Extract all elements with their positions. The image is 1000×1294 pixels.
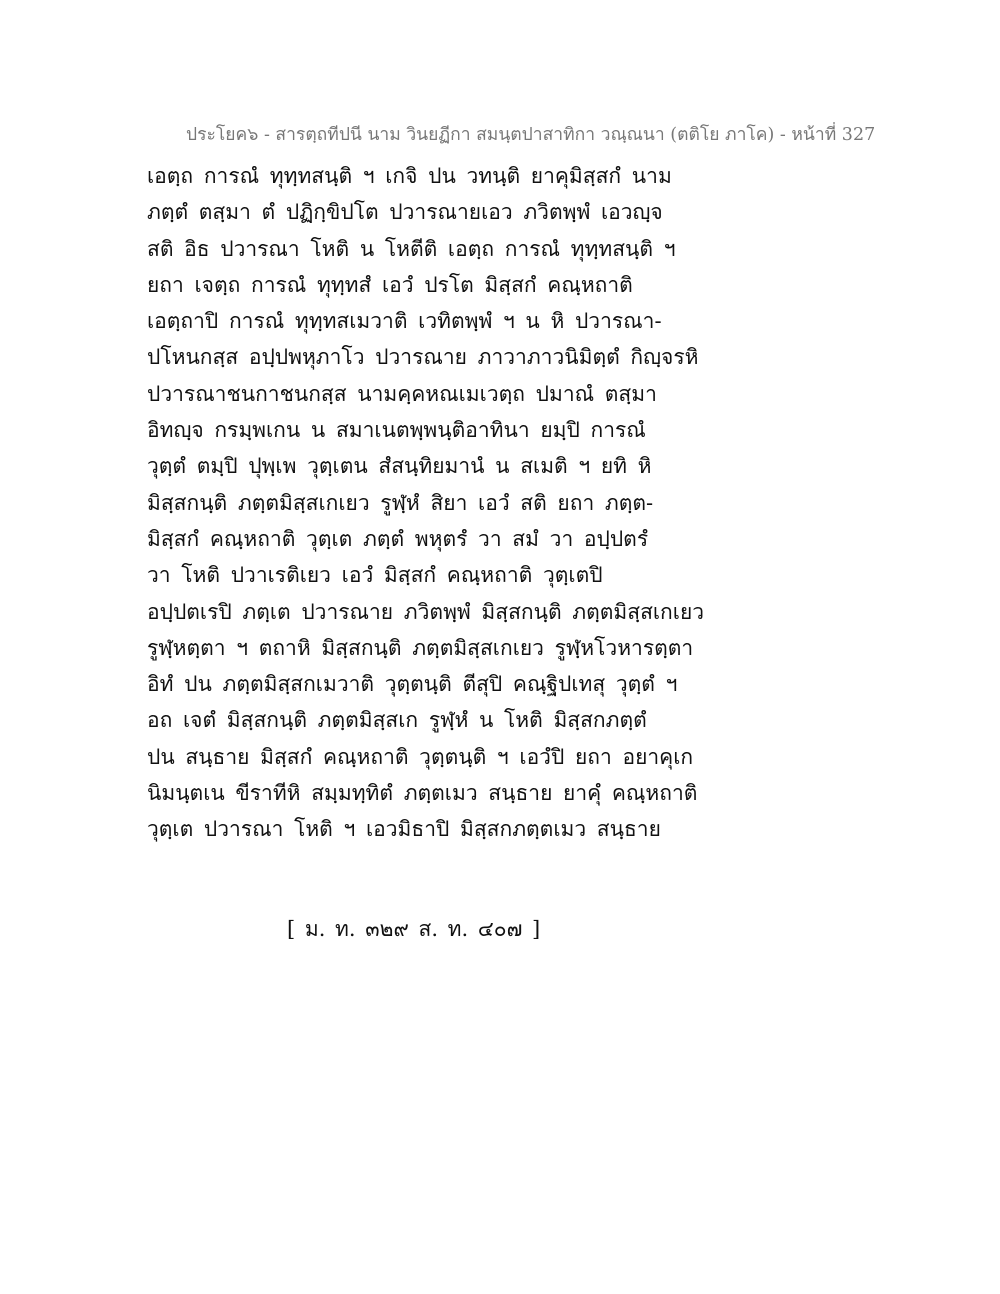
text-line: วุตฺตํ ตมฺปิ ปุพฺเพ วุตฺเตน สํสนฺทิยมานํ น สเมติ ฯ ยทิ หิ (147, 454, 652, 479)
text-line: มิสฺสกนฺติ ภตฺตมิสฺสเกเยว รูฬฺหํ สิยา เอวํ สติ ยถา ภตฺต- (147, 490, 654, 515)
text-line: มิสฺสกํ คณฺหถาติ วุตฺเต ภตฺตํ พหุตรํ วา สมํ วา อปฺปตรํ (147, 526, 649, 551)
text-line: เอตฺถาปิ การณํ ทุทฺทสเมวาติ เวทิตพฺพํ ฯ น หิ ปวารณา- (147, 309, 662, 334)
text-line: อปฺปตเรปิ ภตฺเต ปวารณาย ภวิตพฺพํ มิสฺสกนฺติ ภตฺตมิสฺสเกเยว (147, 599, 705, 624)
text-line: วุตฺเต ปวารณา โหติ ฯ เอวมิธาปิ มิสฺสกภตฺตเมว สนฺธาย (147, 817, 661, 842)
text-line: อถ เจตํ มิสฺสกนฺติ ภตฺตมิสฺสเก รูฬฺหํ น โหติ มิสฺสกภตฺตํ (147, 708, 647, 733)
text-line: อิทญฺจ กรมฺพเกน น สมาเนตพฺพนฺติอาทินา ยมฺปิ การณํ (147, 418, 646, 443)
text-line: อิทํ ปน ภตฺตมิสฺสกเมวาติ วุตฺตนฺติ ตีสุปิ คณฺฐิปเทสุ วุตฺตํ ฯ (147, 672, 678, 697)
text-line: ปน สนฺธาย มิสฺสกํ คณฺหถาติ วุตฺตนฺติ ฯ เอวํปิ ยถา อยาคุเก (147, 744, 694, 769)
text-line: ยถา เจตฺถ การณํ ทุทฺทสํ เอวํ ปรโต มิสฺสกํ คณฺหถาติ (147, 272, 633, 297)
text-line: ปวารณาชนกาชนกสฺส นามคฺคหณเมเวตฺถ ปมาณํ ตสฺมา (147, 381, 657, 406)
text-line: เอตฺถ การณํ ทุทฺทสนฺติ ฯ เกจิ ปน วทนฺติ ยาคุมิสฺสกํ นาม (147, 164, 672, 188)
page-header: ประโยค๖ - สารตฺถทีปนี นาม วินยฏีกา สมนฺตปาสาทิกา วณฺณนา (ตติโย ภาโค) - หน้าที่ 327 (186, 125, 876, 145)
page-reference: [ ม. ท. ๓๒๙ ส. ท. ๔๐๗ ] (287, 917, 541, 941)
text-line: รูฬฺหตฺตา ฯ ตถาหิ มิสฺสกนฺติ ภตฺตมิสฺสเกเยว รูฬฺหโวหารตฺตา (147, 635, 694, 660)
text-line: วา โหติ ปวาเรติเยว เอวํ มิสฺสกํ คณฺหถาติ วุตฺเตปิ (147, 563, 603, 588)
text-line: ภตฺตํ ตสฺมา ตํ ปฏิกฺขิปโต ปวารณายเอว ภวิตพฺพํ เอวญฺจ (147, 200, 663, 225)
text-line: สติ อิธ ปวารณา โหติ น โหตีติ เอตฺถ การณํ ทุทฺทสนฺติ ฯ (147, 236, 676, 261)
text-line: ปโหนกสฺส อปฺปพหุภาโว ปวารณาย ภาวาภาวนิมิตฺตํ กิญฺจรหิ (147, 345, 699, 370)
text-line: นิมนฺตเน ขีราทีหิ สมฺมทฺทิตํ ภตฺตเมว สนฺธาย ยาคุํ คณฺหถาติ (147, 781, 698, 806)
body-text (147, 158, 707, 848)
